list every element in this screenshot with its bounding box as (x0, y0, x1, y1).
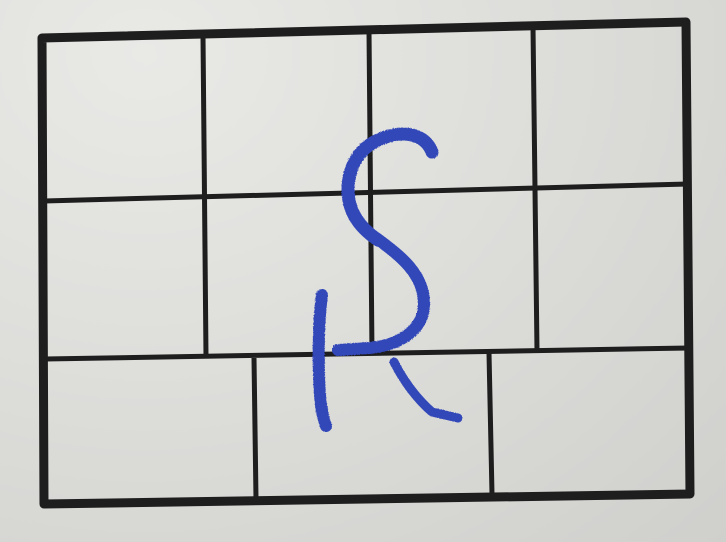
grid-vertical-line-top-1 (203, 36, 206, 357)
grid-outer-frame (42, 22, 690, 504)
grid-vertical-line-bottom-2 (489, 353, 492, 494)
symbol-diagonal-leg (394, 362, 458, 418)
grid-vertical-line-top-3 (533, 27, 537, 351)
symbol-top-hook (348, 134, 432, 240)
grid-vertical-line-top-2 (369, 31, 372, 354)
grid-horizontal-line-1 (44, 184, 688, 201)
symbol-s-curve (338, 238, 424, 350)
grid-vertical-line-bottom-1 (254, 358, 256, 499)
handwritten-symbol (319, 134, 458, 426)
symbol-vertical-stroke (319, 295, 326, 426)
